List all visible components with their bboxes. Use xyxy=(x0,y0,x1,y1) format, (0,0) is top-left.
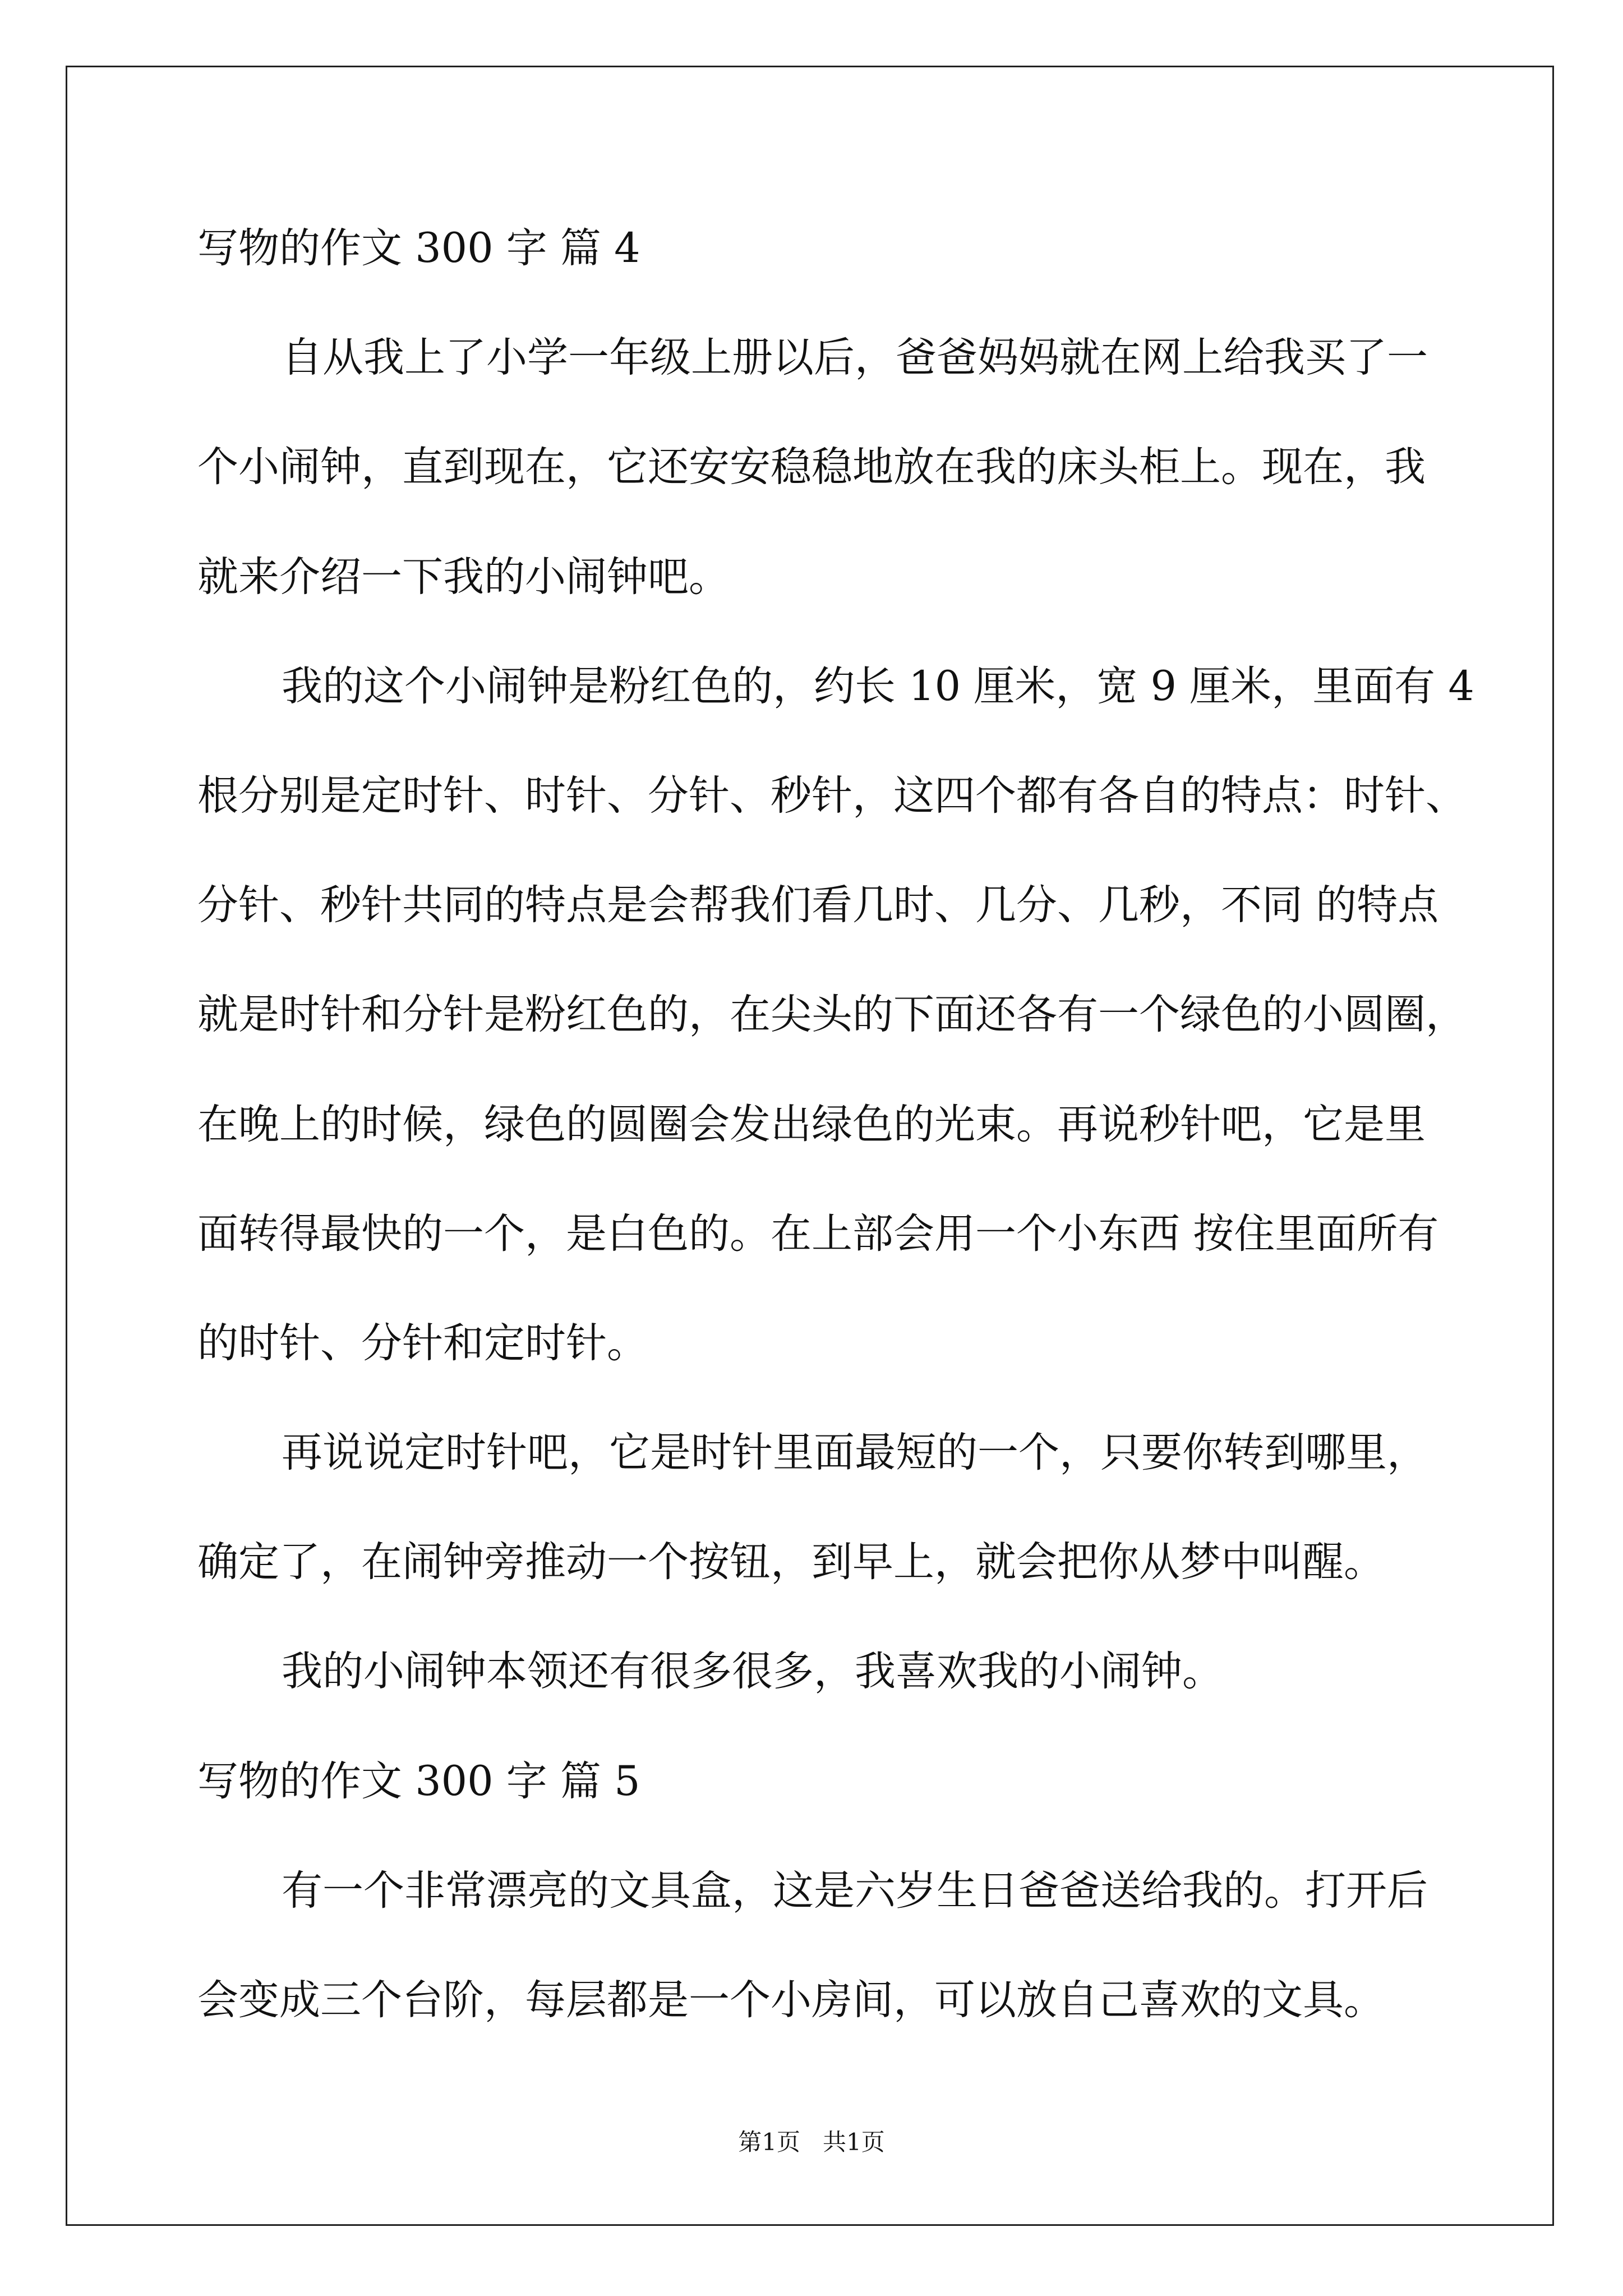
paragraph-line: 就是时针和分针是粉红色的，在尖头的下面还各有一个绿色的小圆圈， xyxy=(197,991,1467,1039)
page-footer xyxy=(0,2126,1623,2159)
paragraph-line: 个小闹钟，直到现在，它还安安稳稳地放在我的床头柜上。现在，我 xyxy=(197,443,1426,491)
paragraph-line: 就来介绍一下我的小闹钟吧。 xyxy=(197,553,730,601)
document-body xyxy=(197,194,1521,2055)
paragraph-line: 在晚上的时候，绿色的圆圈会发出绿色的光束。再说秒针吧，它是里 xyxy=(197,1100,1426,1148)
paragraph-line: 确定了，在闹钟旁推动一个按钮，到早上，就会把你从梦中叫醒。 xyxy=(197,1538,1385,1586)
paragraph-line: 的时针、分针和定时针。 xyxy=(197,1319,648,1367)
paragraph-line: 我的这个小闹钟是粉红色的，约长 10 厘米，宽 9 厘米，里面有 4 xyxy=(282,662,1474,710)
paragraph xyxy=(197,1617,1521,1726)
page-total: 共1页 xyxy=(823,2128,885,2156)
paragraph xyxy=(197,1836,1521,2055)
paragraph-line: 分针、秒针共同的特点是会帮我们看几时、几分、几秒，不同 的特点 xyxy=(197,881,1439,930)
paragraph-line: 面转得最快的一个，是白色的。在上部会用一个小东西 按住里面所有 xyxy=(197,1209,1439,1258)
paragraph-line: 有一个非常漂亮的文具盒，这是六岁生日爸爸送给我的。打开后 xyxy=(282,1866,1428,1915)
paragraph-line: 根分别是定时针、时针、分针、秒针，这四个都有各自的特点：时针、 xyxy=(197,771,1467,820)
paragraph-line: 自从我上了小学一年级上册以后，爸爸妈妈就在网上给我买了一 xyxy=(282,334,1428,382)
paragraph-line: 我的小闹钟本领还有很多很多，我喜欢我的小闹钟。 xyxy=(282,1648,1223,1696)
section-heading: 写物的作文 300 字 篇 5 xyxy=(197,1757,640,1805)
essay-section xyxy=(197,194,1521,1727)
section-heading: 写物的作文 300 字 篇 4 xyxy=(197,224,640,272)
paragraph-line: 会变成三个台阶，每层都是一个小房间，可以放自己喜欢的文具。 xyxy=(197,1976,1385,2024)
page-number: 第1页 xyxy=(738,2128,800,2156)
paragraph-line: 再说说定时针吧，它是时针里面最短的一个，只要你转到哪里， xyxy=(282,1429,1428,1477)
paragraph xyxy=(197,303,1521,632)
essay-section xyxy=(197,1727,1521,2055)
paragraph xyxy=(197,1398,1521,1617)
paragraph xyxy=(197,632,1521,1398)
